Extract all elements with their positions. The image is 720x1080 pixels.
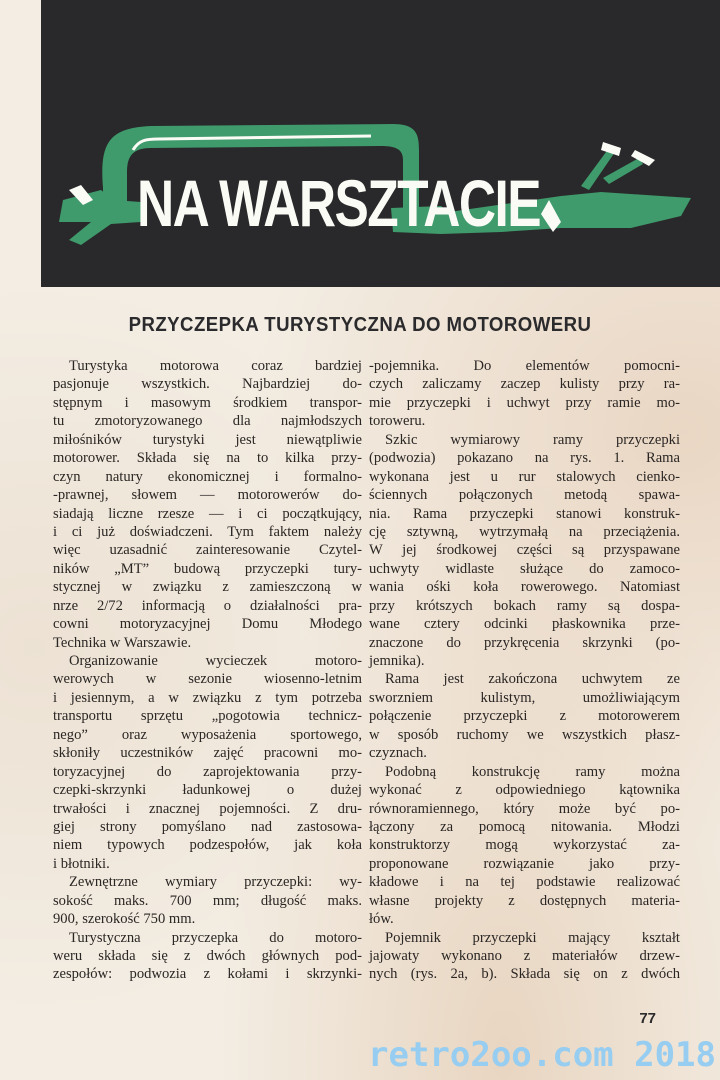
text-line: werowych w sezonie wiosenno-letnim [53,671,362,688]
text-line: łów. [369,911,394,928]
text-line: wykonana jest u rur stalowych cienko- [369,468,680,485]
text-line: giej strony pomyślano nad zastosowa- [53,818,362,835]
text-line: Turystyczna przyczepka do motoro- [69,929,362,946]
text-line: w sposób ruchomy we wszystkich płasz- [369,726,680,743]
section-title: NA WARSZTACIE [137,166,540,240]
text-line: zespołów: podwozia z kołami i skrzynki- [53,966,362,983]
text-line: czyznach. [369,745,427,762]
text-line: kładowe i na tej podstawie realizować [369,874,680,891]
text-line: ników „MT” budową przyczepki tury- [53,560,362,577]
text-line: Podobną konstrukcję ramy można [385,763,680,780]
text-line: połączenie przyczepki z motorowerem [369,708,680,725]
text-line: W jej środkowej części są przyspawane [369,542,680,559]
text-line: więc uzasadnić zainteresowanie Czytel- [53,542,362,559]
text-line: motorower. Składa się na to kilka przy- [53,450,362,467]
text-line: trwałości i znacznej pojemności. Z dru- [53,800,362,817]
text-line: siadają liczne rzesze — i ci początkujący, [53,505,362,522]
text-line: niem typowych podzespołów, jak koła [53,837,362,854]
text-line: czyn natury ekonomicznej i formalno- [53,468,362,485]
text-line: Zewnętrzne wymiary przyczepki: wy- [69,874,362,891]
watermark: retro2oo.com 2018 [368,1035,716,1075]
article-title: PRZYCZEPKA TURYSTYCZNA DO MOTOROWERU [128,314,592,336]
header-banner [41,0,720,287]
text-line: pasjonuje wszystkich. Najbardziej do- [53,376,362,393]
text-line: nia. Rama przyczepki stanowi konstruk- [369,505,680,522]
text-line: nego” oraz wyposażenia sportowego, [53,726,362,743]
text-line: przy krótszych bokach ramy są dospa- [369,597,680,614]
text-line: cję sztywną, wytrzymałą na przeciążenia. [369,523,680,540]
text-line: czepki-skrzynki ładunkowej o dużej [53,782,362,799]
text-line: wane cztery odcinki płaskownika prze- [369,616,680,633]
text-line: skłoniły uczestników zajęć pracowni mo- [53,745,362,762]
text-line: łączony za pomocą nitowania. Młodzi [369,818,680,835]
text-line: Organizowanie wycieczek motoro- [69,653,362,669]
text-line: i ci już doświadczeni. Tym faktem należy [53,523,362,540]
text-line: Rama jest zakończona uchwytem ze [385,671,680,688]
text-line: znaczone do przykręcenia skrzynki (po- [369,634,680,651]
text-line: mie przyczepki i uchwyt przy ramie mo- [369,394,680,411]
text-line: i błotniki. [53,855,110,872]
page-footer [0,1008,720,1080]
text-line: jajowaty wykonano z materiałów drzew- [369,948,680,964]
text-line: 900, szerokość 750 mm. [53,911,196,928]
text-line: toroweru. [369,413,426,430]
screws-icon [581,142,655,190]
text-line: Technika w Warszawie. [53,634,192,651]
text-line: nych (rys. 2a, b). Składa się on z dwóch [369,966,680,983]
text-line: i jesiennym, a w związku z tym potrzeba [53,689,362,706]
text-line: weru składa się z dwóch głównych pod- [53,948,362,964]
text-line: Pojemnik przyczepki mający kształt [385,929,680,946]
text-line: nrze 2/72 informacją o działalności pra- [53,597,362,614]
text-line: transportu sprzętu „pogotowia technicz- [53,708,362,725]
text-line: konstruktorzy mogą wykorzystać za- [369,837,680,854]
text-line: wykonać z odpowiedniego kątownika [369,782,680,799]
text-line: cowni motoryzacyjnej Domu Młodego [53,616,362,633]
text-line: ściennych połączonych metodą spawa- [369,487,680,504]
text-line: uchwyty widlaste służące do zamoco- [369,560,680,577]
text-line: stycznej w związku z zamieszczoną w [53,579,362,596]
hacksaw-illustration-icon [41,0,720,287]
text-line: toryzacyjnej do zaprojektowania przy- [53,763,362,780]
text-line: czych zaliczamy zaczep kulisty przy ra- [369,376,680,393]
article-column-right [369,357,680,984]
text-line: -pojemnika. Do elementów pomocni- [369,358,680,374]
text-line: proponowane rozwiązanie jako przy- [369,855,680,872]
text-line: tu zmotoryzowanego dla najmłodszych [53,413,362,430]
text-line: jemnika). [369,653,425,669]
text-line: Turystyka motorowa coraz bardziej [69,358,362,374]
text-line: -prawnej, słowem — motorowerów do- [53,487,362,504]
text-line: wania ośki koła rowerowego. Natomiast [369,579,680,596]
wing-nut [59,190,141,245]
text-line: (podwozia) pokazano na rys. 1. Rama [369,450,680,467]
text-line: równoramiennego, który może być po- [369,800,680,817]
page-number: 77 [639,1010,656,1027]
article-column-left [53,357,362,984]
text-line: miłośników turystyki jest niewątpliwie [53,431,362,448]
text-line: sworzniem kulistym, umożliwiającym [369,689,680,706]
text-line: stępnym i masowym środkiem transpor- [53,394,362,411]
text-line: Szkic wymiarowy ramy przyczepki [385,431,680,448]
text-line: własne projekty z dostępnych materia- [369,892,680,909]
text-line: sokość maks. 700 mm; długość maks. [53,892,362,909]
